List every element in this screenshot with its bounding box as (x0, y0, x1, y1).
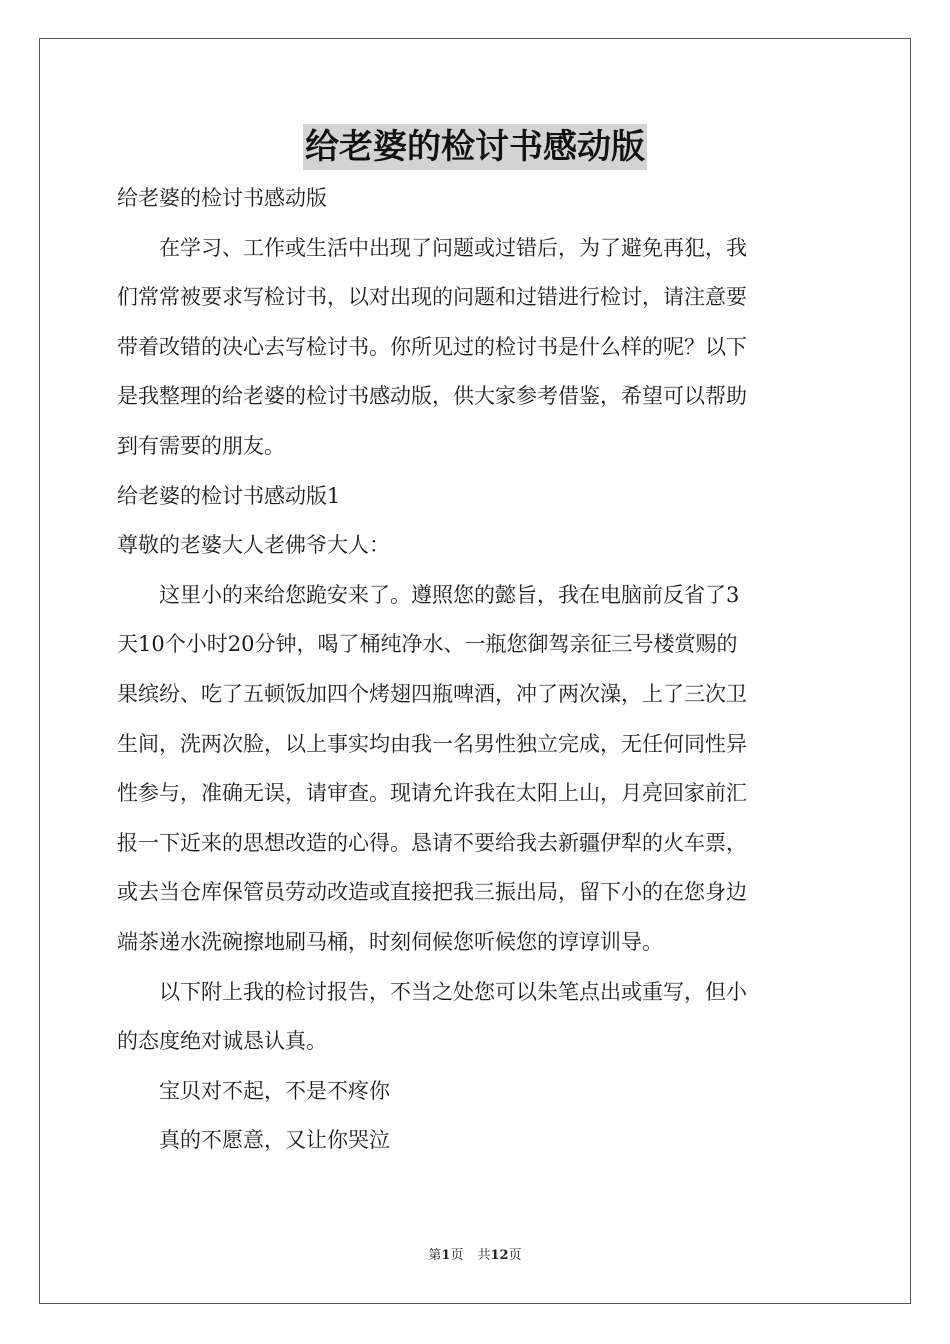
intro-line: 在学习、工作或生活中出现了问题或过错后，为了避免再犯，我 (159, 235, 747, 260)
body-line: 的态度绝对诚恳认真。 (117, 1029, 327, 1054)
poem-line: 宝贝对不起，不是不疼你 (159, 1078, 390, 1103)
poem (117, 1067, 833, 1166)
intro-paragraph (117, 224, 833, 472)
body-line: 端茶递水洗碗擦地刷马桶，时刻伺候您听候您的谆谆训导。 (117, 929, 663, 954)
intro-line: 们常常被要求写检讨书，以对出现的问题和过错进行检讨，请注意要 (117, 285, 747, 310)
subtitle: 给老婆的检讨书感动版 (117, 186, 327, 210)
body-line: 以下附上我的检讨报告，不当之处您可以朱笔点出或重写，但小 (159, 979, 747, 1004)
intro-line: 是我整理的给老婆的检讨书感动版，供大家参考借鉴，希望可以帮助 (117, 384, 747, 409)
body-line: 性参与，准确无误，请审查。现请允许我在太阳上山，月亮回家前汇 (117, 781, 747, 806)
body-paragraph-1 (117, 571, 833, 968)
title-wrap (0, 124, 950, 170)
section-heading: 给老婆的检讨书感动版1 (117, 483, 341, 508)
intro-line: 到有需要的朋友。 (117, 433, 285, 458)
poem-line: 真的不愿意，又让你哭泣 (159, 1128, 390, 1153)
body-line: 天10个小时20分钟，喝了桶纯净水、一瓶您御驾亲征三号楼赏赐的 (117, 632, 738, 657)
salutation: 尊敬的老婆大人老佛爷大人： (117, 533, 390, 558)
body-line: 报一下近来的思想改造的心得。恳请不要给我去新疆伊犁的火车票， (117, 830, 747, 855)
body-paragraph-2 (117, 968, 833, 1067)
page-footer (0, 1246, 950, 1266)
page-prefix: 第 (428, 1248, 442, 1263)
body-line: 果缤纷、吃了五顿饭加四个烤翅四瓶啤酒，冲了两次澡，上了三次卫 (117, 681, 747, 706)
body-line: 这里小的来给您跪安来了。遵照您的懿旨，我在电脑前反省了3 (159, 582, 740, 607)
body-line: 或去当仓库保管员劳动改造或直接把我三振出局，留下小的在您身边 (117, 880, 747, 905)
total-suffix: 页 (508, 1248, 522, 1263)
page-suffix: 页 (450, 1248, 464, 1263)
document-body (117, 174, 833, 1166)
intro-line: 带着改错的决心去写检讨书。你所见过的检讨书是什么样的呢？以下 (117, 334, 747, 359)
page-number: 1 (441, 1248, 451, 1263)
total-pages: 12 (490, 1248, 509, 1263)
total-prefix: 共 (477, 1248, 491, 1263)
body-line: 生间，洗两次脸，以上事实均由我一名男性独立完成，无任何同性异 (117, 731, 747, 756)
document-title: 给老婆的检讨书感动版 (303, 124, 647, 170)
